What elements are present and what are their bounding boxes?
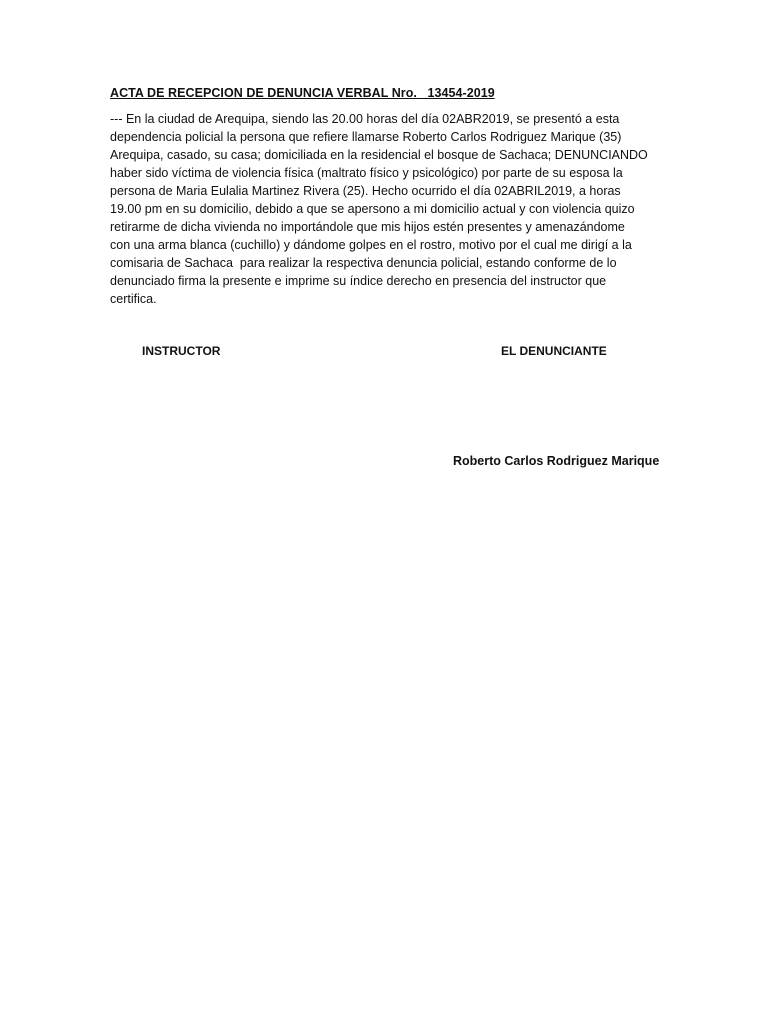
document-body [110,110,670,308]
body-line: retirarme de dicha vivienda no importándole que mis hijos estén presentes y amenazándome [110,220,625,234]
body-line: certifica. [110,292,157,306]
body-line: dependencia policial la persona que refiere llamarse Roberto Carlos Rodriguez Marique (35) [110,130,622,144]
body-line: persona de Maria Eulalia Martinez Rivera (25). Hecho ocurrido el día 02ABRIL2019, a horas [110,184,621,198]
denunciante-name: Roberto Carlos Rodriguez Marique [453,454,660,468]
body-line: 19.00 pm en su domicilio, debido a que se apersono a mi domicilio actual y con violencia quizo [110,202,635,216]
body-line: denunciado firma la presente e imprime su índice derecho en presencia del instructor que [110,274,607,288]
body-line: --- En la ciudad de Arequipa, siendo las 20.00 horas del día 02ABR2019, se presentó a esta [110,112,620,126]
body-line: haber sido víctima de violencia física (maltrato físico y psicológico) por parte de su esposa la [110,166,623,180]
instructor-signature-label: INSTRUCTOR [142,344,221,358]
body-line: con una arma blanca (cuchillo) y dándome golpes en el rostro, motivo por el cual me dirigí a la [110,238,632,252]
denunciante-signature-label: EL DENUNCIANTE [501,344,607,358]
body-line: comisaria de Sachaca para realizar la respectiva denuncia policial, estando conforme de lo [110,256,617,270]
body-line: Arequipa, casado, su casa; domiciliada en la residencial el bosque de Sachaca; DENUNCIANDO [110,148,648,162]
document-title: ACTA DE RECEPCION DE DENUNCIA VERBAL Nro. 13454-2019 [110,86,495,100]
